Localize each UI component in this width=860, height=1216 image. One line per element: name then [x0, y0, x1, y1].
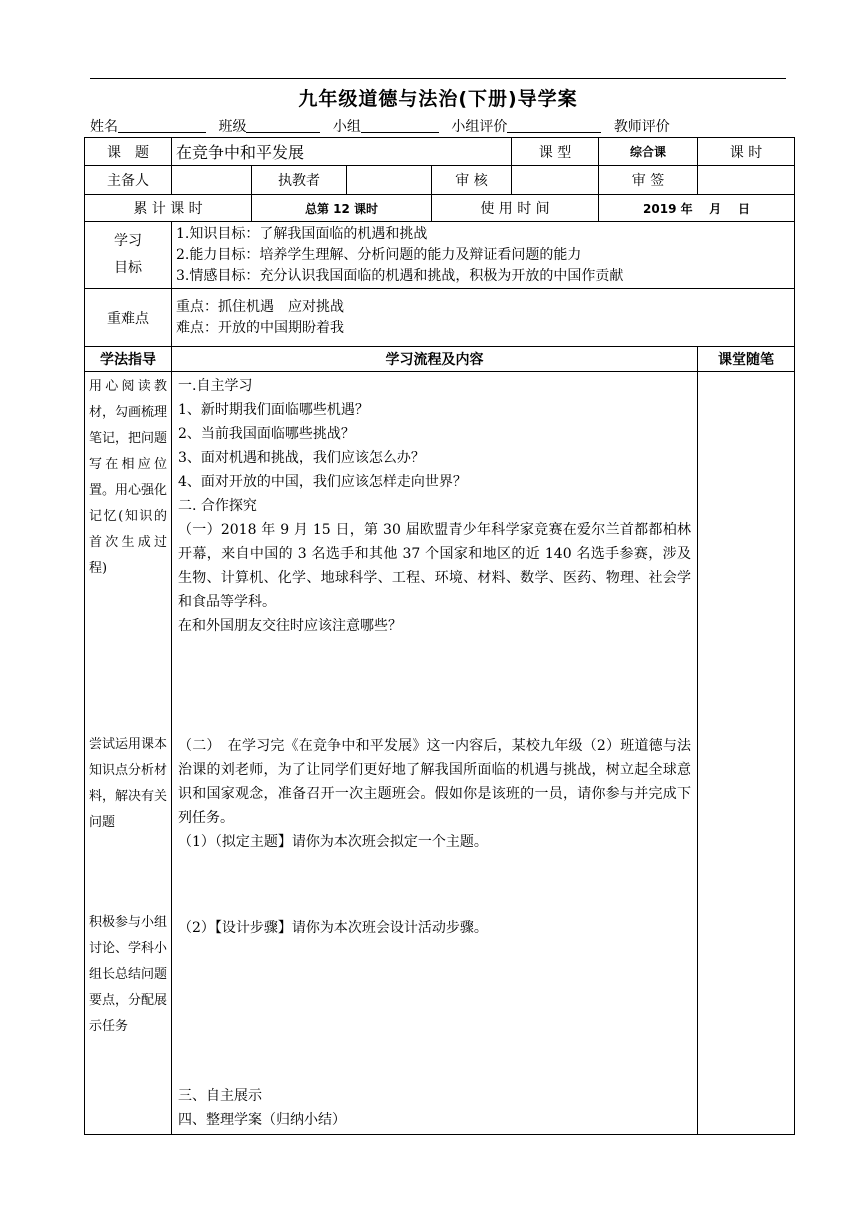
tip-analysis: 尝试运用课本知识点分析材料，解决有关问题 [89, 737, 168, 830]
topic-value: 在竞争中和平发展 [172, 138, 512, 166]
section-display-title: 三、自主展示 [178, 1088, 262, 1104]
goal-item: 3.情感目标：充分认识我国面临的机遇和挑战，积极为开放的中国作贡献 [176, 267, 624, 284]
answer-space[interactable] [178, 854, 691, 916]
row-goals [85, 222, 795, 289]
page-title: 九年级道德与法治(下册)导学案 [298, 88, 578, 110]
group-eval-label: 小组评价 [451, 119, 508, 135]
goals-label-line2: 目标 [114, 260, 142, 276]
key-points-content [172, 289, 795, 347]
question-item: 2、当前我国面临哪些挑战？ [178, 426, 355, 442]
teacher-label: 执教者 [252, 166, 347, 195]
question-item: 3、面对机遇和挑战，我们应该怎么办？ [178, 450, 425, 466]
goal-item: 2.能力目标：培养学生理解、分析问题的能力及辩证看问题的能力 [176, 246, 582, 263]
answer-space[interactable] [178, 940, 691, 1084]
goal-item: 1.知识目标：了解我国面临的机遇和挑战 [176, 225, 428, 242]
case-one-question: 在和外国朋友交往时应该注意哪些？ [178, 618, 402, 634]
section-cooperation-title: 二. 合作探究 [178, 498, 257, 514]
key-point: 重点：抓住机遇 应对挑战 [176, 298, 344, 315]
row-key-points [85, 289, 795, 347]
teacher-eval-label: 教师评价 [613, 119, 670, 135]
process-content [172, 372, 698, 1135]
case-two-text: （二） 在学习完《在竞争中和平发展》这一内容后，某校九年级（2）班道德与法治课的刘老师，为了让同学们更好地了解我国所面临的机遇与挑战，树立起全球意识和国家观念，准备召开一次主题班会。假如你是该班的一员，请你参与并完成下列任务。 [178, 738, 692, 826]
group-blank[interactable] [361, 118, 439, 133]
tip-group: 积极参与小组讨论、学科小组长总结问题要点，分配展示任务 [89, 915, 168, 1034]
teacher-value[interactable] [347, 166, 432, 195]
method-header: 学法指导 [85, 347, 172, 372]
notes-column[interactable] [698, 372, 795, 1135]
topic-label: 课 题 [85, 138, 172, 166]
preparer-value[interactable] [172, 166, 252, 195]
goals-label-line1: 学习 [114, 233, 142, 249]
lesson-plan-table [84, 137, 795, 1135]
task-one: （1）（拟定主题】请你为本次班会拟定一个主题。 [178, 834, 488, 850]
date-value: 2019 年 月 日 [599, 195, 795, 222]
notes-header: 课堂随笔 [698, 347, 795, 372]
name-label: 姓名 [90, 119, 118, 135]
date-label: 使 用 时 间 [432, 195, 599, 222]
tip-reading: 用心阅读教材，勾画梳理笔记，把问题写在相应位置。用心强化记忆(知识的首次生成过程) [89, 379, 168, 576]
process-header: 学习流程及内容 [172, 347, 698, 372]
question-item: 1、新时期我们面临哪些机遇？ [178, 402, 369, 418]
question-item: 4、面对开放的中国，我们应该怎样走向世界？ [178, 474, 467, 490]
group-eval-blank[interactable] [507, 118, 601, 133]
task-two: （2）【设计步骤】请你为本次班会设计活动步骤。 [178, 920, 488, 936]
case-one-text: （一）2018 年 9 月 15 日，第 30 届欧盟青少年科学家竞赛在爱尔兰首都都柏林开幕，来自中国的 3 名选手和其他 37 个国家和地区的近 140 名选手参赛，涉及生物、计算机、化学、地球科学、工程、环境、材料、数学、医药、物理、社会学和食品等学科。 [178, 522, 692, 610]
row-staff [85, 166, 795, 195]
preparer-label: 主备人 [85, 166, 172, 195]
method-tips [85, 372, 172, 1135]
type-label: 课 型 [512, 138, 599, 166]
row-column-headers [85, 347, 795, 372]
cumulative-value: 总第 12 课时 [252, 195, 432, 222]
sign-label: 审 签 [599, 166, 698, 195]
difficult-point: 难点：开放的中国期盼着我 [176, 319, 344, 336]
sign-value[interactable] [698, 166, 795, 195]
key-points-label: 重难点 [85, 289, 172, 347]
type-value: 综合课 [599, 138, 698, 166]
section-self-study-title: 一.自主学习 [178, 378, 253, 394]
class-blank[interactable] [246, 118, 320, 133]
hours-label: 课 时 [698, 138, 795, 166]
review-label: 审 核 [432, 166, 512, 195]
section-summary-title: 四、整理学案（归纳小结） [178, 1112, 346, 1128]
row-topic [85, 138, 795, 166]
group-label: 小组 [332, 119, 361, 135]
name-blank[interactable] [118, 118, 206, 133]
student-info-line [90, 116, 790, 136]
class-label: 班级 [218, 119, 247, 135]
row-body [85, 372, 795, 1135]
goals-label [85, 222, 172, 289]
row-schedule [85, 195, 795, 222]
cumulative-label: 累 计 课 时 [85, 195, 252, 222]
review-value[interactable] [512, 166, 599, 195]
answer-space[interactable] [178, 638, 691, 734]
goals-content [172, 222, 795, 289]
top-rule [90, 78, 786, 79]
